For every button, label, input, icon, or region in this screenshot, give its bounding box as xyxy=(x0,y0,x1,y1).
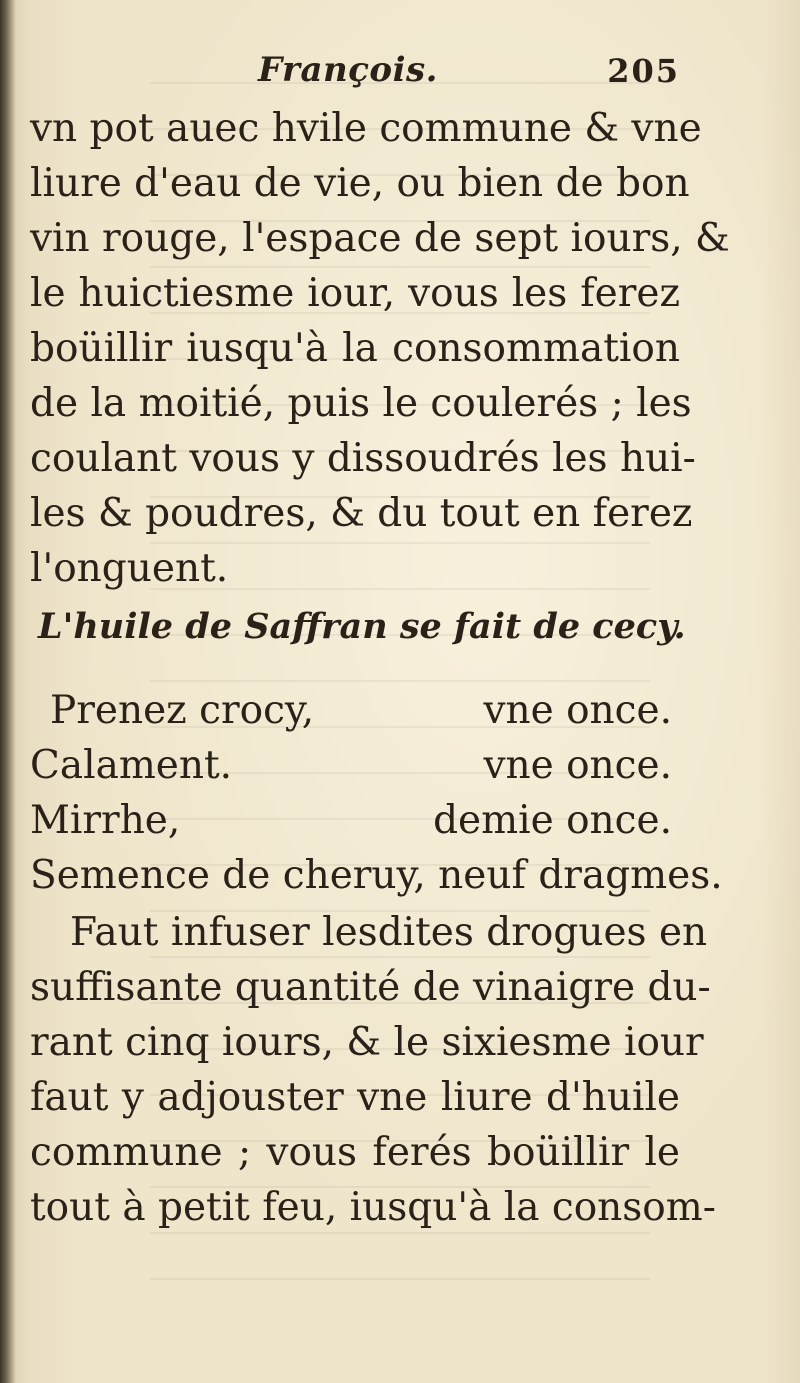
instruction-line: tout à petit feu, iusqu'à la consom- xyxy=(30,1185,716,1230)
instruction-line: suffisante quantité de vinaigre du- xyxy=(30,965,711,1010)
body-line: boüillir iusqu'à la consommation xyxy=(30,326,680,371)
page-header xyxy=(30,50,680,100)
recipe-row xyxy=(30,743,680,789)
instruction-line: Faut infuser lesdites drogues en xyxy=(70,910,708,955)
recipe-ingredient: Mirrhe, xyxy=(30,798,181,843)
body-line: de la moitié, puis le coulerés ; les xyxy=(30,381,692,426)
page-number: 205 xyxy=(607,52,680,90)
recipe-quantity: vne once. xyxy=(483,688,672,733)
recipe-ingredient: Semence de cheruy, neuf dragmes. xyxy=(30,853,723,898)
body-line: les & poudres, & du tout en ferez xyxy=(30,491,693,536)
section-heading: L'huile de Saffran se fait de cecy. xyxy=(38,606,686,647)
instruction-line: commune ; vous ferés boüillir le xyxy=(30,1130,680,1175)
recipe-ingredient: Prenez crocy, xyxy=(50,688,315,733)
recipe-row xyxy=(30,798,680,844)
body-line: vin rouge, l'espace de sept iours, & xyxy=(30,216,730,261)
body-line: le huictiesme iour, vous les ferez xyxy=(30,271,680,316)
running-title: François. xyxy=(258,50,438,90)
recipe-row xyxy=(30,853,723,899)
book-gutter-shadow xyxy=(0,0,16,1383)
recipe-row xyxy=(50,688,680,734)
body-line: liure d'eau de vie, ou bien de bon xyxy=(30,161,690,206)
recipe-quantity: vne once. xyxy=(483,743,672,788)
instruction-line: faut y adjouster vne liure d'huile xyxy=(30,1075,680,1120)
body-line: l'onguent. xyxy=(30,546,229,591)
body-line: vn pot auec hvile commune & vne xyxy=(30,106,702,151)
recipe-quantity: demie once. xyxy=(433,798,672,843)
instruction-line: rant cinq iours, & le sixiesme iour xyxy=(30,1020,704,1065)
body-line: coulant vous y dissoudrés les hui- xyxy=(30,436,696,481)
recipe-ingredient: Calament. xyxy=(30,743,233,788)
